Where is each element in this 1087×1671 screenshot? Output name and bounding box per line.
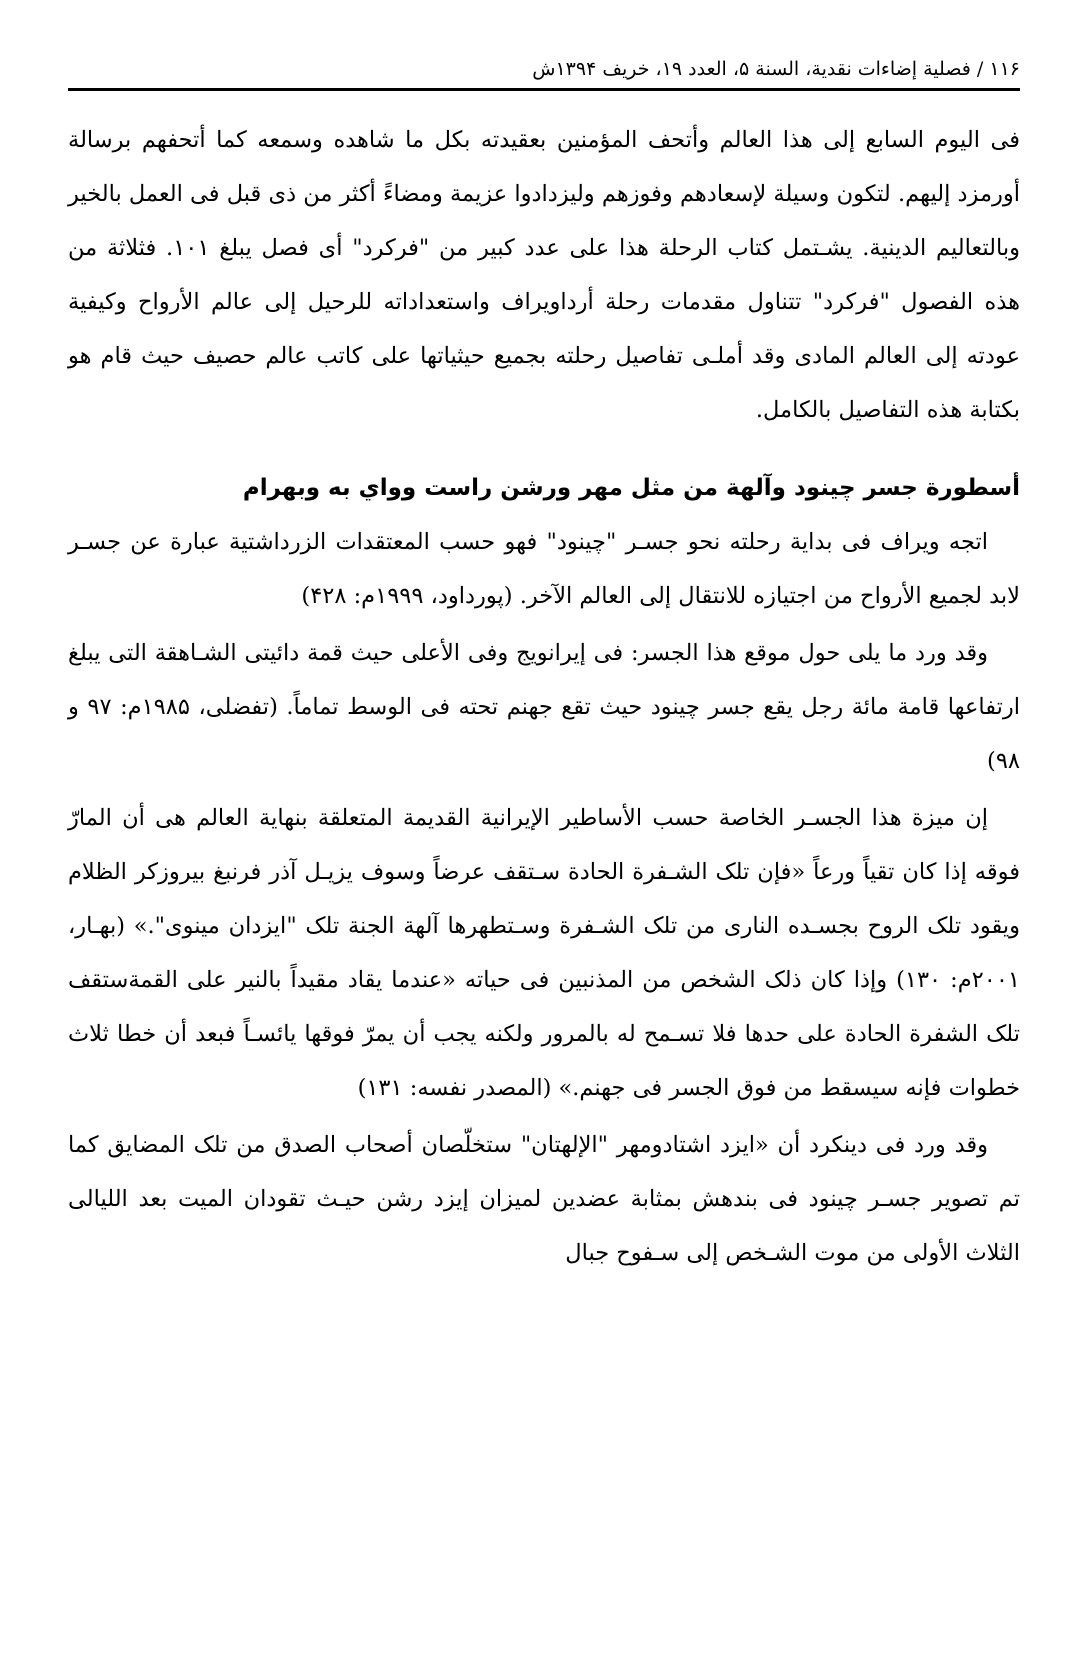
section-paragraph-4: وقد ورد فی دینکرد أن «ایزد اشتادومهر "الإلهتان" ستخلّصان أصحاب الصدق من تلک المضایق کما تم تصویر جسـر چینود فی بندهش بمثابة عضدین لمیزان إیزد رشن حیـث تقودان المیت بعد اللیالی الثلاث الأولی من موت الشـخص إلی سـفوح جبال [68,1132,1020,1266]
section-paragraph-1: اتجه ویراف فی بدایة رحلته نحو جسـر "چینود" فهو حسب المعتقدات الزرداشتیة عبارة عن جسـر لابد لجمیع الأرواح من اجتیازه للانتقال إلی العالم الآخر. (پورداود، ۱۹۹۹م: ۴۲۸) [68,529,1020,609]
intro-paragraph: فی الیوم السابع إلی هذا العالم وأتحف المؤمنین بعقیدته بکل ما شاهده وسمعه کما أتحفهم برسالة أورمزد إلیهم. لتکون وسیلة لإسعادهم وفوزهم ولیزدادوا عزیمة ومضاءً أکثر من ذی قبل فی العمل بالخیر وبالتعالیم الدینیة. یشـتمل کتاب الرحلة هذا علی عدد کبیر من "فرکرد" أی فصل یبلغ ۱۰۱. فثلاثة من هذه الفصول "فرکرد" تتناول مقدمات رحلة أرداویراف واستعداداته للرحیل إلی عالم الأرواح وکیفیة عودته إلی العالم المادی وقد أملـی تفاصیل رحلته بجمیع حیثیاتها علی کاتب عالم حصیف حیث قام هو بکتابة هذه التفاصیل بالکامل. [68,127,1020,423]
running-header-title: ۱۱۶ / فصلیة إضاءات نقدیة، السنة ۵، العدد ۱۹، خریف ۱۳۹۴ش [532,58,1020,80]
running-header [68,38,1020,88]
body-text [68,113,1020,1280]
section-paragraph-3: إن میزة هذا الجسـر الخاصة حسب الأساطیر الإیرانیة القدیمة المتعلقة بنهایة العالم هی أن المارّ فوقه إذا کان تقیاً ورعاً «فإن تلک الشـفرة الحادة سـتقف عرضاً وسوف یزیـل آذر فرنبغ بیروزکر الظلام ویقود تلک الروح بجسـده الناری من تلک الشـفرة وسـتطهرها آلهة الجنة تلک "ایزدان مینوی".» (بهـار، ۲۰۰۱م: ۱۳۰) وإذا کان ذلک الشخص من المذنبین فی حیاته «عندما یقاد مقیداً بالنیر علی القمةستقف تلک الشفرة الحادة علی حدها فلا تسـمح له بالمرور ولکنه یجب أن یمرّ فوقها یائسـاً فبعد أن خطا ثلاث خطوات فإنه سیسقط من فوق الجسر فی جهنم.» (المصدر نفسه: ۱۳۱) [68,805,1020,1101]
document-page [68,38,1020,1658]
section-heading: أسطورة جسر چینود وآلهة من مثل مهر ورشن راست وواي به وبهرام [242,475,1020,501]
section-paragraph-2: وقد ورد ما یلی حول موقع هذا الجسر: فی إیرانویج وفی الأعلی حیث قمة دائیتی الشـاهقة التی یبلغ ارتفاعها قامة مائة رجل یقع جسر چینود حیث تقع جهنم تحته فی الوسط تماماً. (تفضلی، ۱۹۸۵م: ۹۷ و ۹۸) [68,640,1020,774]
header-rule [68,88,1020,91]
